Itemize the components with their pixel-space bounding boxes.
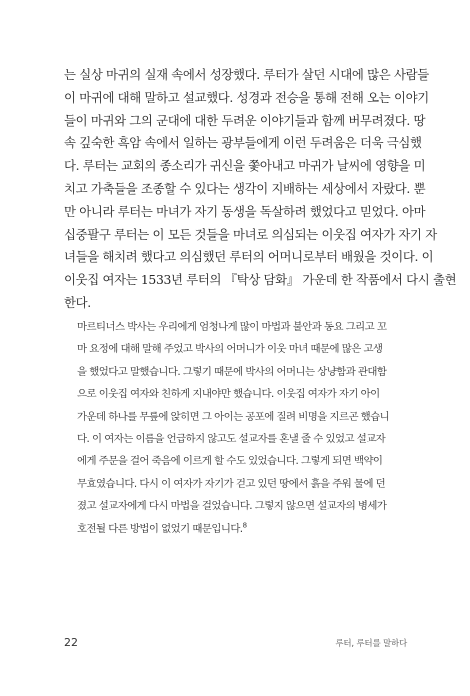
- body-line: 속 깊숙한 흑암 속에서 일하는 광부들에게 이런 두려움은 더욱 극심했: [64, 135, 422, 151]
- running-title: 루터, 루터를 말하다: [335, 639, 407, 649]
- body-line: 다. 루터는 교회의 종소리가 귀신을 쫓아내고 마귀가 날씨에 영향을 미: [64, 158, 426, 174]
- body-line: 들이 마귀와 그의 군대에 대한 두려운 이야기들과 함께 버무려졌다. 땅: [64, 112, 426, 128]
- body-line: 만 아니라 루터는 마녀가 자기 동생을 독살하려 했었다고 믿었다. 아마: [64, 203, 426, 219]
- body-line: 이웃집 여자는 1533년 루터의 『탁상 담화』 가운데 한 작품에서 다시 출현: [64, 272, 457, 288]
- quote-line: 으로 이웃집 여자와 친하게 지내야만 했습니다. 이웃집 여자가 자기 아이: [77, 388, 380, 401]
- quote-line: 마르티너스 박사는 우리에게 엄청나게 많이 마법과 불안과 동요 그리고 꼬: [77, 321, 387, 333]
- quote-line: 가운데 하나를 무릎에 앉히면 그 아이는 공포에 질려 비명을 지르곤 했습니: [77, 410, 390, 423]
- body-line: 치고 가축들을 조종할 수 있다는 생각이 지배하는 세상에서 자랐다. 뿐: [64, 180, 426, 196]
- footnote-marker[interactable]: 8: [242, 521, 248, 530]
- quote-line: 을 했었다고 말했습니다. 그렇기 때문에 박사의 어머니는 상냥함과 관대함: [77, 365, 387, 378]
- body-line: 는 실상 마귀의 실재 속에서 성장했다. 루터가 살던 시대에 많은 사람들: [64, 67, 429, 82]
- body-line: 이 마귀에 대해 말하고 설교했다. 성경과 전승을 통해 전해 오는 이야기: [64, 89, 429, 105]
- quote-line-text: 호전될 다른 방법이 없었기 때문입니다.: [77, 522, 243, 535]
- body-line: 한다.: [64, 294, 91, 310]
- body-line: 십중팔구 루터는 이 모든 것들을 마녀로 의심되는 이웃집 여자가 자기 자: [64, 226, 437, 242]
- quote-line: 다. 이 여자는 이름을 언급하지 않고도 설교자를 혼낼 줄 수 있었고 설교자: [77, 432, 386, 445]
- page-number: 22: [64, 636, 78, 649]
- quote-line: 마 요정에 대해 말해 주었고 박사의 어머니가 이웃 마녀 때문에 많은 고생: [77, 343, 383, 356]
- block-quote: [77, 316, 407, 540]
- body-paragraph: [64, 64, 457, 315]
- body-line: 녀들을 해치려 했다고 의심했던 루터의 어머니로부터 배웠을 것이다. 이: [64, 249, 434, 265]
- quote-line: 무효였습니다. 다시 이 여자가 자기가 걷고 있던 땅에서 흙을 주워 물에 던: [77, 477, 386, 490]
- quote-line: 에게 주문을 걸어 죽음에 이르게 할 수도 있었습니다. 그렇게 되면 백약이: [77, 455, 383, 468]
- quote-line: 졌고 설교자에게 다시 마법을 걸었습니다. 그렇지 않으면 설교자의 병세가: [77, 500, 387, 513]
- quote-last-line: [77, 518, 407, 540]
